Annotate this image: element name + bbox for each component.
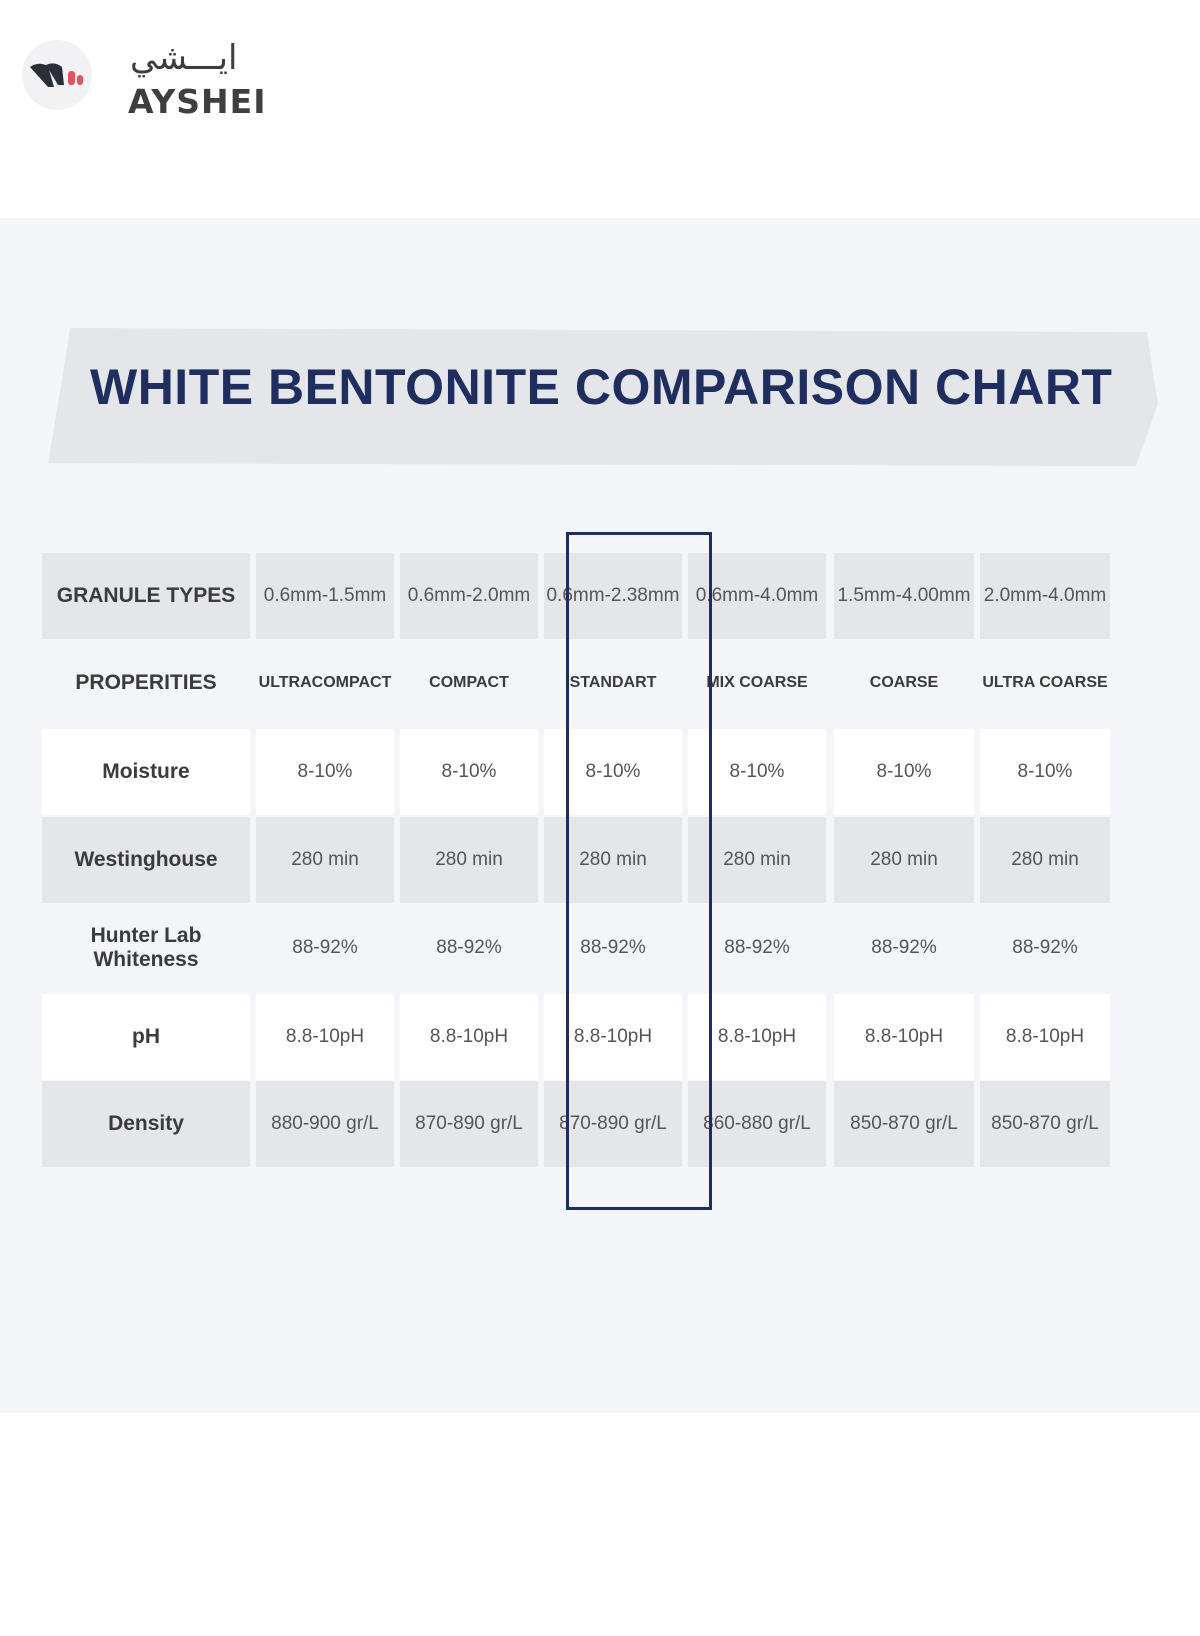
row-label: Hunter Lab Whiteness	[90, 924, 202, 971]
table-cell: ULTRACOMPACT	[258, 674, 392, 691]
table-cell: 8.8-10pH	[544, 994, 682, 1080]
table-cell: STANDART	[569, 674, 657, 691]
table-cell: 8-10%	[688, 729, 826, 815]
table-row	[42, 905, 1112, 991]
table-cell: 0.6mm-2.38mm	[544, 553, 682, 639]
table-cell: 8.8-10pH	[256, 994, 394, 1080]
row-label: GRANULE TYPES	[42, 553, 250, 639]
table-row	[42, 729, 1112, 815]
table-cell: COMPACT	[429, 674, 509, 691]
table-row	[42, 553, 1112, 639]
table-cell: 8-10%	[834, 729, 974, 815]
table-row	[42, 817, 1112, 903]
table-cell: 8.8-10pH	[688, 994, 826, 1080]
table-row	[42, 1081, 1112, 1167]
table-cell: 8-10%	[544, 729, 682, 815]
chart-title: WHITE BENTONITE COMPARISON CHART	[90, 359, 1113, 415]
table-cell: 280 min	[834, 817, 974, 903]
table-cell: 8.8-10pH	[980, 994, 1110, 1080]
table-cell: 88-92%	[436, 937, 502, 958]
table-cell: 88-92%	[871, 937, 937, 958]
row-label: PROPERITIES	[75, 671, 217, 694]
logo-arabic-text: ايـــشي	[130, 38, 238, 78]
table-cell: 0.6mm-4.0mm	[688, 553, 826, 639]
table-cell: 88-92%	[292, 937, 358, 958]
table-cell: 0.6mm-1.5mm	[256, 553, 394, 639]
table-cell: 88-92%	[724, 937, 790, 958]
table-cell: 0.6mm-2.0mm	[400, 553, 538, 639]
table-cell: 880-900 gr/L	[256, 1081, 394, 1167]
row-label: Moisture	[42, 729, 250, 815]
table-cell: 280 min	[400, 817, 538, 903]
table-cell: MIX COARSE	[706, 674, 808, 691]
table-cell: 8-10%	[980, 729, 1110, 815]
table-cell: 850-870 gr/L	[980, 1081, 1110, 1167]
table-cell: 870-890 gr/L	[544, 1081, 682, 1167]
table-cell: 280 min	[688, 817, 826, 903]
table-row	[42, 640, 1112, 726]
table-row	[42, 994, 1112, 1080]
table-cell: 870-890 gr/L	[400, 1081, 538, 1167]
table-cell: 88-92%	[1012, 937, 1078, 958]
comparison-panel	[0, 218, 1200, 1413]
logo-latin-text: AYSHEI	[128, 82, 267, 121]
table-cell: 2.0mm-4.0mm	[980, 553, 1110, 639]
row-label: pH	[42, 994, 250, 1080]
table-cell: 1.5mm-4.00mm	[834, 553, 974, 639]
table-cell: 8.8-10pH	[400, 994, 538, 1080]
table-cell: 280 min	[256, 817, 394, 903]
table-cell: 850-870 gr/L	[834, 1081, 974, 1167]
table-cell: COARSE	[869, 674, 939, 691]
table-cell: 280 min	[544, 817, 682, 903]
table-cell: 88-92%	[580, 937, 646, 958]
row-label: Westinghouse	[42, 817, 250, 903]
row-label: Density	[42, 1081, 250, 1167]
ayshei-logo-icon	[22, 40, 92, 110]
table-cell: 8-10%	[400, 729, 538, 815]
brand-logo[interactable]	[22, 38, 282, 121]
table-cell: 860-880 gr/L	[688, 1081, 826, 1167]
table-cell: 8-10%	[256, 729, 394, 815]
table-cell: 280 min	[980, 817, 1110, 903]
table-cell: 8.8-10pH	[834, 994, 974, 1080]
table-cell: ULTRA COARSE	[982, 674, 1108, 691]
